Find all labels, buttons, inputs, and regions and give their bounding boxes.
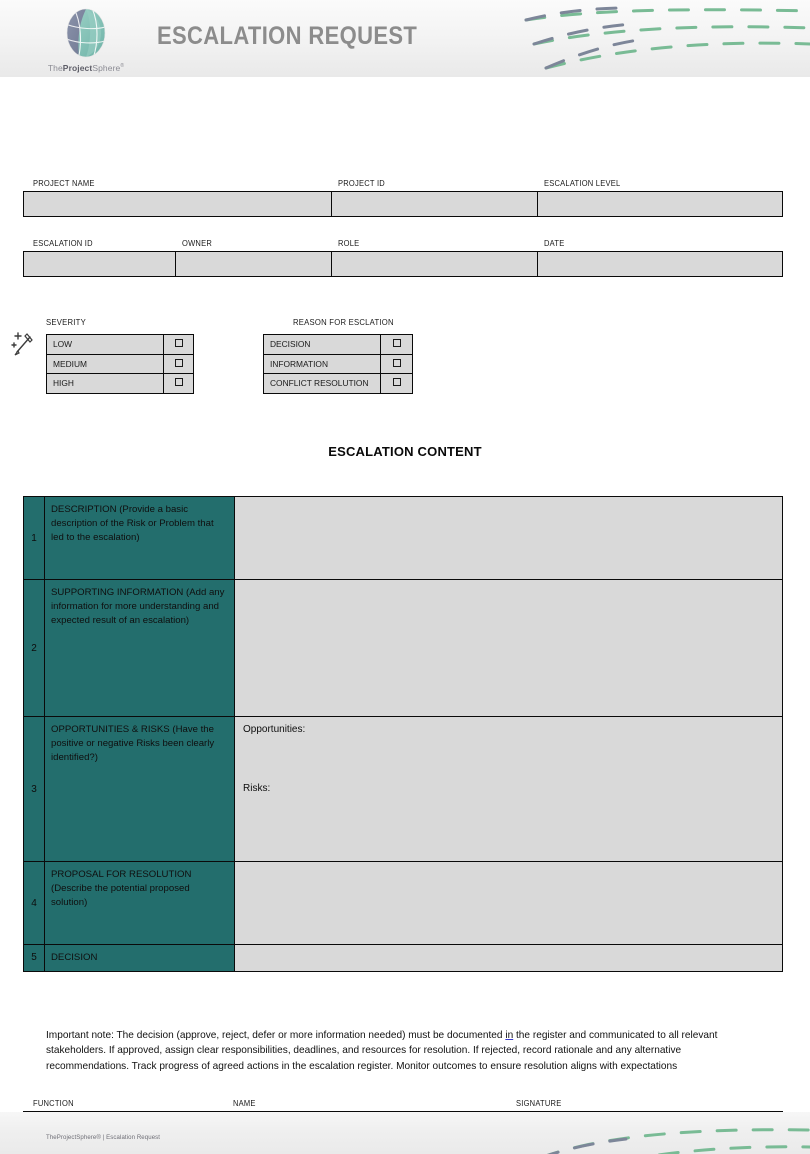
brand-registered-mark: ® xyxy=(120,63,125,70)
important-note xyxy=(46,1028,758,1074)
content-row xyxy=(24,580,783,717)
severity-label-low: LOW xyxy=(47,335,164,355)
content-row-prompt: OPPORTUNITIES & RISKS (Have the positive or negative Risks been clearly identified?) xyxy=(45,717,235,862)
sphere-logo-icon xyxy=(61,6,111,64)
label-signature: SIGNATURE xyxy=(516,1099,562,1108)
checkbox-glyph xyxy=(393,339,401,347)
input-project-id[interactable] xyxy=(331,191,537,217)
entry-label-risks: Risks: xyxy=(243,783,271,794)
label-name: NAME xyxy=(233,1099,256,1108)
note-part-two: the register and communicated to all relevant stakeholders. If approved, assign clear responsibilities, deadlines, and resources for resolution. If rejected, record rationale and any alternative recommendations. Track progress of agreed actions in the escalation register. Monitor outcomes to ensure resolution aligns with expectations xyxy=(46,1030,718,1072)
brand-wordmark xyxy=(48,63,124,73)
reason-option-decision[interactable] xyxy=(264,335,413,355)
content-row xyxy=(24,945,783,972)
input-escalation-level[interactable] xyxy=(537,191,783,217)
header-decoration xyxy=(520,0,810,78)
checkbox-glyph xyxy=(393,378,401,386)
content-row xyxy=(24,862,783,945)
input-role[interactable] xyxy=(331,251,537,277)
footer-decoration xyxy=(530,1112,810,1154)
content-row-number: 3 xyxy=(24,717,45,862)
severity-option-low[interactable] xyxy=(47,335,194,355)
detail-field-labels xyxy=(23,239,783,251)
magic-wand-icon[interactable] xyxy=(10,330,36,360)
content-row-entry[interactable] xyxy=(235,945,783,972)
reason-heading: REASON FOR ESCLATION xyxy=(293,318,394,327)
note-underlined-word: in xyxy=(505,1030,514,1042)
reason-checkbox-decision[interactable] xyxy=(381,335,413,355)
signoff-labels xyxy=(0,1099,810,1111)
content-row xyxy=(24,497,783,580)
content-row-prompt: DECISION xyxy=(45,945,235,972)
escalation-content-table xyxy=(23,496,783,972)
input-owner[interactable] xyxy=(175,251,331,277)
severity-label-medium: MEDIUM xyxy=(47,354,164,374)
checkbox-glyph xyxy=(175,359,183,367)
severity-label-high: HIGH xyxy=(47,374,164,394)
label-date: DATE xyxy=(544,239,565,248)
content-row-entry[interactable] xyxy=(235,717,783,862)
checkbox-glyph xyxy=(393,359,401,367)
severity-option-medium[interactable] xyxy=(47,354,194,374)
content-row-number: 4 xyxy=(24,862,45,945)
reason-table xyxy=(263,334,413,394)
brand-sphere: Sphere xyxy=(92,63,121,73)
content-row-prompt: DESCRIPTION (Provide a basic description of the Risk or Problem that led to the escalation) xyxy=(45,497,235,580)
label-project-id: PROJECT ID xyxy=(338,179,385,188)
severity-heading: SEVERITY xyxy=(46,318,86,327)
checkbox-glyph xyxy=(175,378,183,386)
footer-text: TheProjectSphere® | Escalation Request xyxy=(46,1134,161,1141)
page-header xyxy=(0,0,810,78)
note-part-one: Important note: The decision (approve, reject, defer or more information needed) must be documented xyxy=(46,1030,506,1042)
reason-option-conflict-resolution[interactable] xyxy=(264,374,413,394)
content-row xyxy=(24,717,783,862)
content-row-number: 2 xyxy=(24,580,45,717)
brand-project: Project xyxy=(62,63,93,73)
severity-checkbox-medium[interactable] xyxy=(164,354,194,374)
content-row-number: 1 xyxy=(24,497,45,580)
brand-the: The xyxy=(47,63,63,73)
entry-label-opportunities: Opportunities: xyxy=(243,724,306,735)
content-row-prompt: SUPPORTING INFORMATION (Add any information for more understanding and expected result of an escalation) xyxy=(45,580,235,717)
checkbox-glyph xyxy=(175,339,183,347)
reason-checkbox-information[interactable] xyxy=(381,354,413,374)
label-escalation-id: ESCALATION ID xyxy=(33,239,93,248)
severity-checkbox-low[interactable] xyxy=(164,335,194,355)
input-project-name[interactable] xyxy=(23,191,331,217)
identity-field-row xyxy=(23,179,783,217)
label-owner: OWNER xyxy=(182,239,213,248)
brand-logo xyxy=(26,4,146,76)
reason-label-decision: DECISION xyxy=(264,335,381,355)
label-project-name: PROJECT NAME xyxy=(33,179,95,188)
reason-option-information[interactable] xyxy=(264,354,413,374)
severity-table xyxy=(46,334,194,394)
reason-checkbox-conflict-resolution[interactable] xyxy=(381,374,413,394)
input-escalation-id[interactable] xyxy=(23,251,175,277)
reason-label-conflict-resolution: CONFLICT RESOLUTION xyxy=(264,374,381,394)
severity-option-high[interactable] xyxy=(47,374,194,394)
detail-field-row xyxy=(23,239,783,277)
label-escalation-level: ESCALATION LEVEL xyxy=(544,179,621,188)
page-footer xyxy=(0,1112,810,1154)
page-title: ESCALATION REQUEST xyxy=(157,22,418,50)
label-role: ROLE xyxy=(338,239,360,248)
severity-checkbox-high[interactable] xyxy=(164,374,194,394)
content-row-entry[interactable] xyxy=(235,580,783,717)
content-row-prompt: PROPOSAL FOR RESOLUTION (Describe the potential proposed solution) xyxy=(45,862,235,945)
content-row-number: 5 xyxy=(24,945,45,972)
section-title-escalation-content: ESCALATION CONTENT xyxy=(328,444,482,459)
identity-field-labels xyxy=(23,179,783,191)
content-row-entry[interactable] xyxy=(235,497,783,580)
reason-label-information: INFORMATION xyxy=(264,354,381,374)
label-function: FUNCTION xyxy=(33,1099,74,1108)
content-row-entry[interactable] xyxy=(235,862,783,945)
input-date[interactable] xyxy=(537,251,783,277)
